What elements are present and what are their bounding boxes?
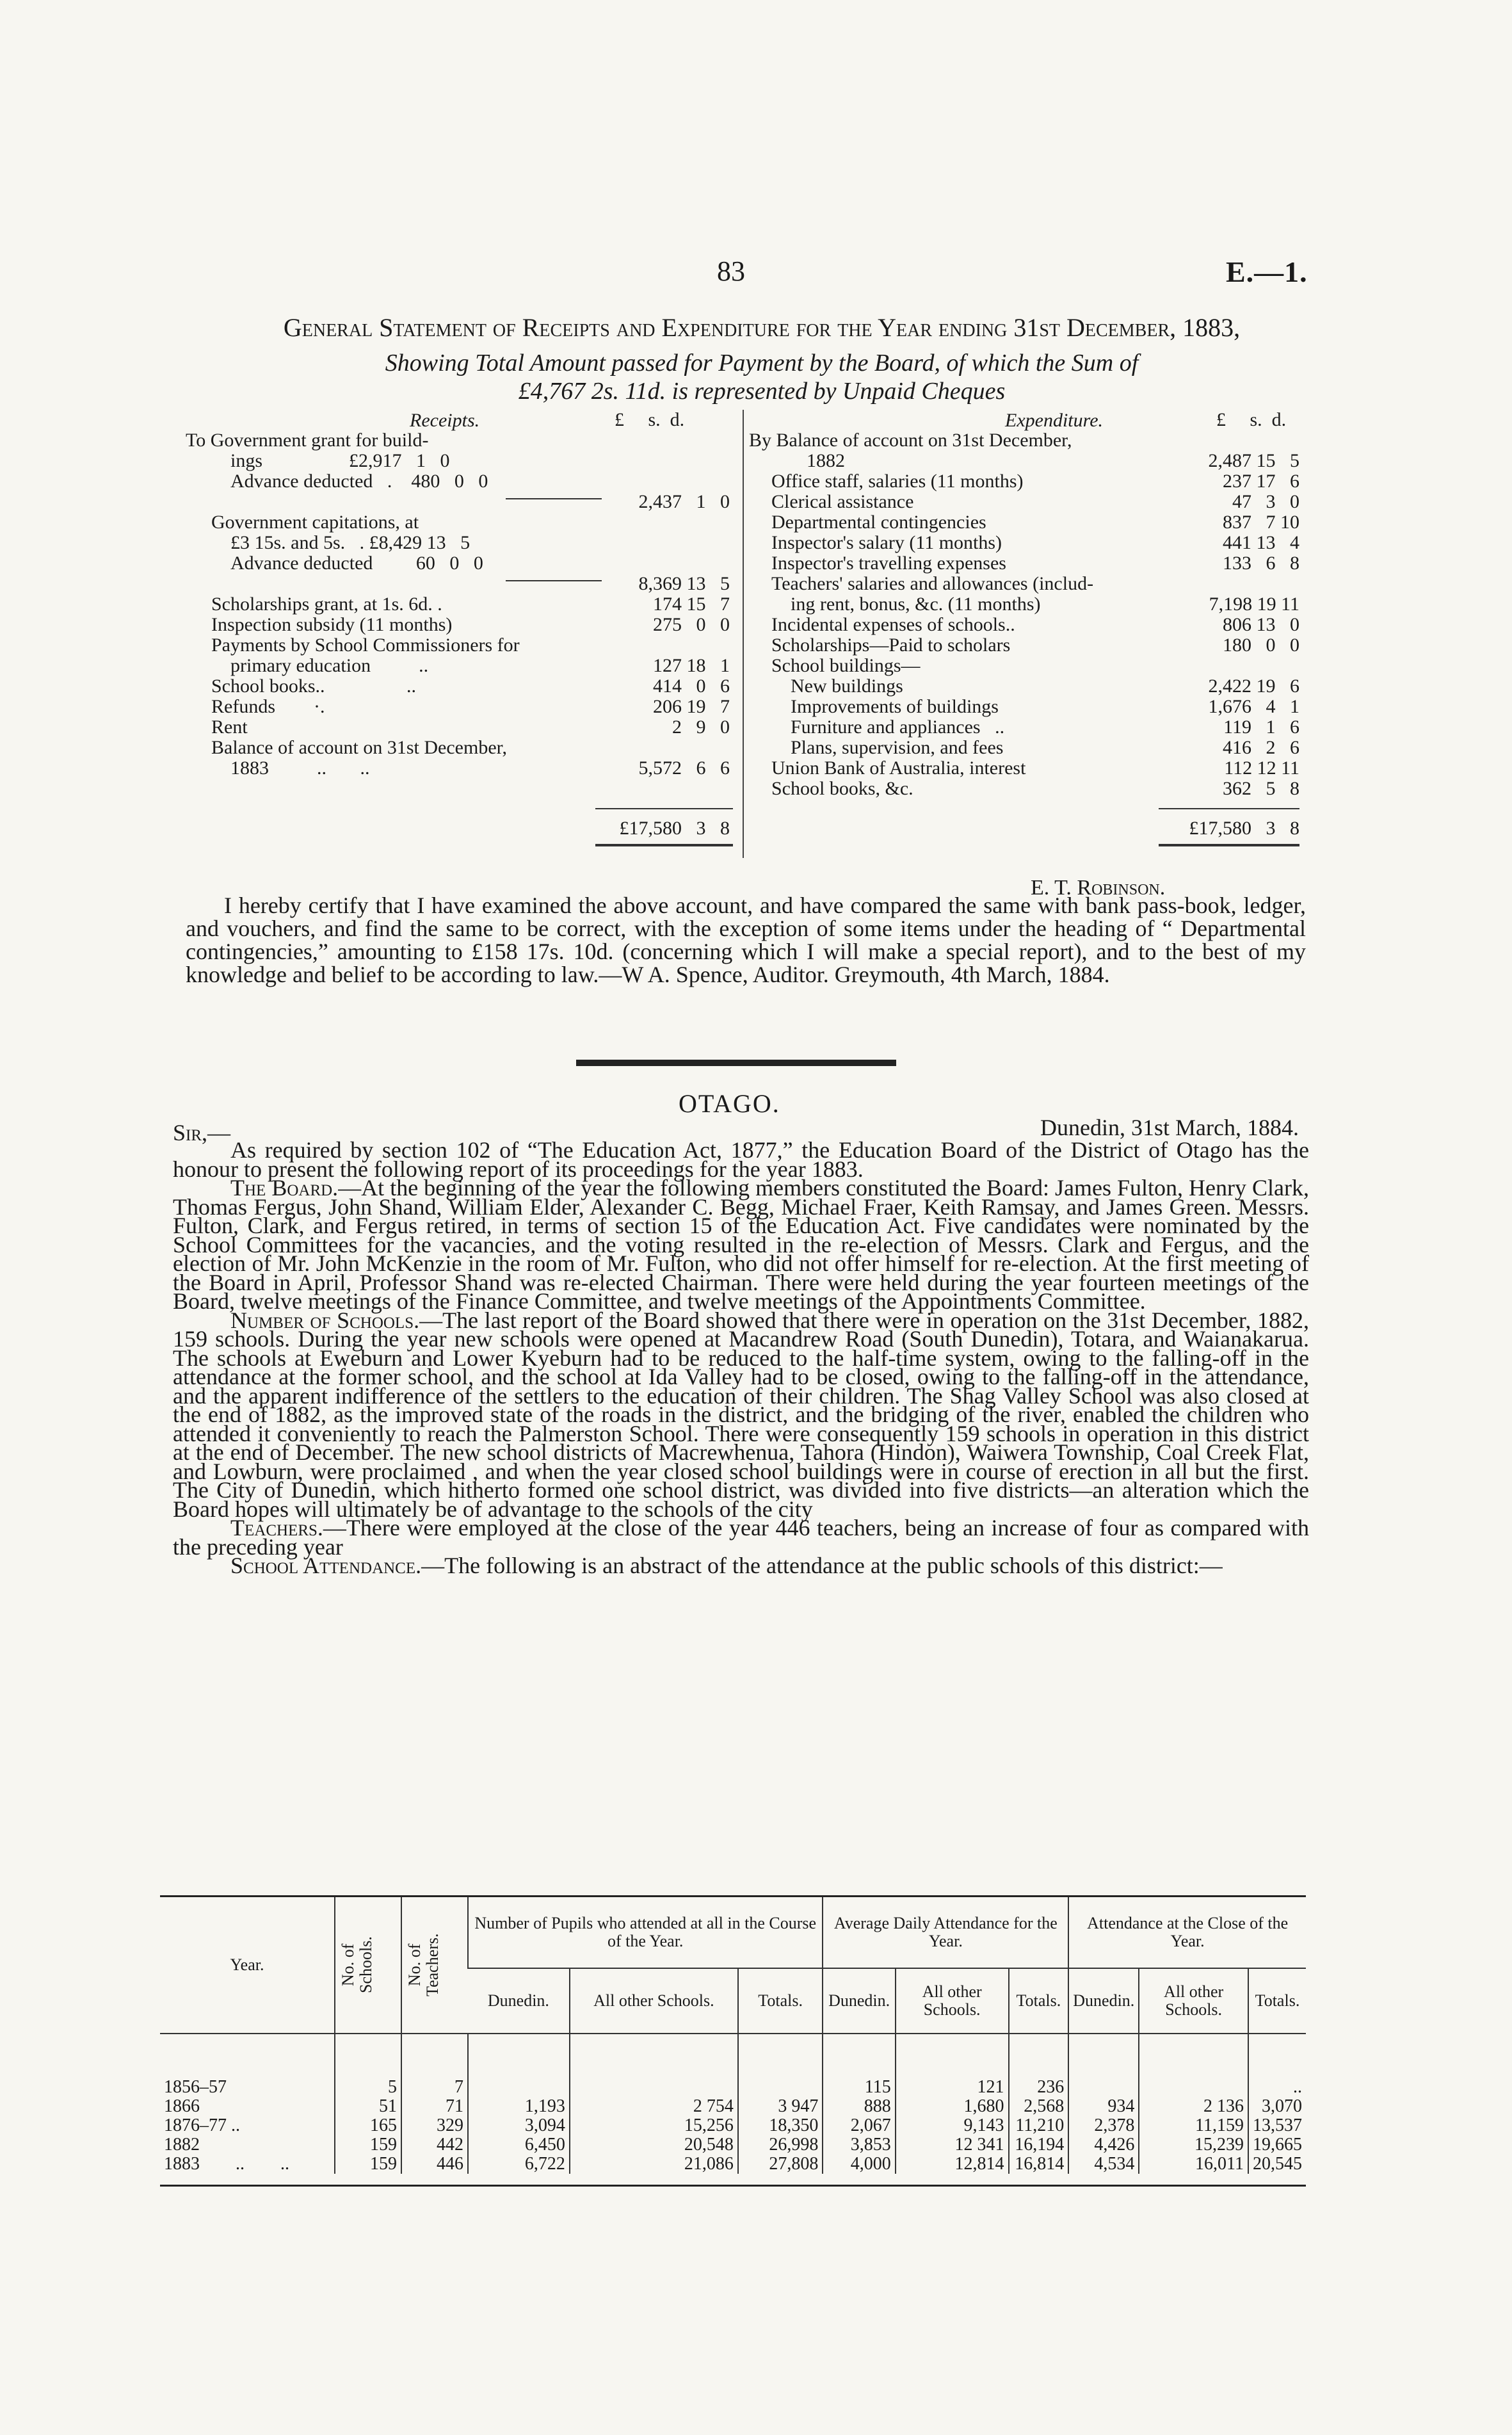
table-spacer-row <box>160 2034 1306 2078</box>
table-cell: 1882 <box>164 2135 200 2155</box>
table-cell: 4,534 <box>1068 2155 1139 2174</box>
expenditure-line: Inspector's salary (11 months) <box>771 532 1002 553</box>
table-cell <box>738 2078 823 2097</box>
other-header: All other Schools. <box>896 1968 1009 2034</box>
year-header: Year. <box>230 1955 264 1974</box>
table-cell <box>570 2078 738 2097</box>
salutation: Sir,— <box>173 1120 231 1145</box>
expenditure-line: Union Bank of Australia, interest <box>771 757 1026 779</box>
expenditure-line: Improvements of buildings <box>791 696 999 717</box>
table-cell: 2 136 <box>1139 2097 1248 2116</box>
subtitle-line-1: Showing Total Amount passed for Payment by the Board, of which the Sum of <box>385 350 1139 376</box>
schools-heading: Number of Schools. <box>230 1307 420 1333</box>
attendance-table <box>160 1895 1306 2174</box>
totals-header: Totals. <box>1009 1968 1069 2034</box>
receipt-line: Advance deducted 60 0 0 <box>230 553 483 574</box>
section-title: OTAGO. <box>679 1089 780 1118</box>
table-row <box>160 2097 1306 2116</box>
schools-header-label: No. of Schools. <box>339 1936 375 1994</box>
receipt-amount: 206 19 7 <box>653 696 730 717</box>
expenditure-line: Incidental expenses of schools.. <box>771 614 1015 635</box>
receipt-line: ings £2,917 1 0 <box>230 450 450 471</box>
table-cell <box>1068 2078 1139 2097</box>
certificate-text: I hereby certify that I have examined the above account, and have compared the same with bank pass-book, ledger, and vouchers, and find the same to be correct, with the exception of some items under the heading of “ Departmental contingencies,” amounting to £158 17s. 10d. (concerning which I will make a special report), and to the best of my knowledge and belief to be according to law.—W A. Spence, Auditor. Greymouth, 4th March, 1884. <box>186 893 1306 987</box>
schools-text: —The last report of the Board showed that there were in operation on the 31st December, 1882, 159 schools. During the year new schools were opened at Macandrew Road (South Dunedin), Totara, and Waianakarua. The schools at Eweburn and Lower Kyeburn had to be reduced to the half-time system, owing to the falling-off in the attendance at the former school, and the school at Ida Valley had to be closed, owing to the falling-off in the attendance, and the apparent indifference of the settlers to the education of their children. The Shag Valley School was also closed at the end of 1882, as the improved state of the roads in the district, and the bridging of the river, enabled the children who attended it conveniently to reach the Palmerston School. There were consequently 159 schools in operation in this district at the end of December. The new school districts of Macrewhenua, Tahora (Hindon), Waiwera Township, Coal Creek Flat, and Lowburn, were proclaimed , and when the year closed school buildings were in course of erection in all but the first. The City of Dunedin, which hitherto formed one school district, was divided into five districts—an alteration which the Board hopes will ultimately be of advantage to the schools of the city <box>173 1307 1309 1522</box>
report-body <box>173 1137 1309 1578</box>
close-group-header: Attendance at the Close of the Year. <box>1068 1897 1306 1969</box>
intro-paragraph: As required by section 102 of “The Education Act, 1877,” the Education Board of the District of Otago has the honour to present the following report of its proceedings for the year 1883. <box>173 1137 1309 1182</box>
expenditure-amounts <box>1159 430 1299 814</box>
expenditure-amount: 837 7 10 <box>1223 512 1299 533</box>
average-group-header: Average Daily Attendance for the Year. <box>823 1897 1068 1969</box>
table-cell: 159 <box>335 2155 401 2174</box>
expenditure-amount: 47 3 0 <box>1232 491 1299 512</box>
expenditure-line: Inspector's travelling expenses <box>771 553 1006 574</box>
table-cell: 2,378 <box>1068 2116 1139 2135</box>
receipt-amount: 414 0 6 <box>653 675 730 697</box>
receipt-amount: 8,369 13 5 <box>638 573 730 594</box>
receipt-line: primary education .. <box>230 655 429 676</box>
table-cell: .. <box>1248 2078 1306 2097</box>
table-cell: 20,548 <box>570 2135 738 2155</box>
table-bottom-rule <box>160 2185 1306 2187</box>
table-row <box>160 2155 1306 2174</box>
expenditure-amount: 2,422 19 6 <box>1208 675 1299 697</box>
statement-subtitle <box>186 349 1338 405</box>
receipt-amount: 2,437 1 0 <box>638 491 730 512</box>
receipt-line: 1883 .. .. <box>230 757 370 779</box>
table-cell: 1866 <box>164 2096 200 2116</box>
table-cell: 329 <box>401 2116 468 2135</box>
expenditure-amount: 180 0 0 <box>1223 635 1299 656</box>
receipt-amount: 2 9 0 <box>672 716 730 738</box>
page-number: 83 <box>717 255 745 287</box>
receipt-line: Scholarships grant, at 1s. 6d. . <box>211 594 442 615</box>
table-cell: 121 <box>896 2078 1009 2097</box>
subtitle-line-2: £4,767 2s. 11d. is represented by Unpaid Cheques <box>518 378 1006 405</box>
dunedin-header: Dunedin. <box>823 1968 895 2034</box>
table-cell: 11,210 <box>1009 2116 1069 2135</box>
expenditure-line: Scholarships—Paid to scholars <box>771 635 1011 656</box>
table-cell: 51 <box>335 2097 401 2116</box>
expenditure-amount: 112 12 11 <box>1224 757 1299 779</box>
expenditure-total: £17,580 3 8 <box>1189 818 1299 839</box>
receipts-label: Receipts. <box>410 410 480 431</box>
table-row <box>160 2135 1306 2155</box>
expenditure-line: School buildings— <box>771 655 921 676</box>
table-cell: 16,194 <box>1009 2135 1069 2155</box>
table-cell: 21,086 <box>570 2155 738 2174</box>
table-cell: 3,853 <box>823 2135 895 2155</box>
table-cell: 2 754 <box>570 2097 738 2116</box>
expenditure-line: 1882 <box>807 450 845 471</box>
table-cell: 4,426 <box>1068 2135 1139 2155</box>
total-double-rule <box>1159 844 1299 846</box>
receipt-amount: 174 15 7 <box>653 594 730 615</box>
teachers-header <box>401 1897 468 2034</box>
dunedin-header: Dunedin. <box>1068 1968 1139 2034</box>
pupils-group-header: Number of Pupils who attended at all in the Course of the Year. <box>468 1897 823 1969</box>
other-header: All other Schools. <box>570 1968 738 2034</box>
table-cell: 6,450 <box>468 2135 570 2155</box>
expenditure-line: Clerical assistance <box>771 491 914 512</box>
expenditure-amount: 133 6 8 <box>1223 553 1299 574</box>
receipt-line: Refunds ·. <box>211 696 325 717</box>
receipt-line: Inspection subsidy (11 months) <box>211 614 453 635</box>
expenditure-line: Furniture and appliances .. <box>791 716 1005 738</box>
expenditure-lines <box>749 430 1210 814</box>
table-cell: 3,094 <box>468 2116 570 2135</box>
receipt-line: £3 15s. and 5s. . £8,429 13 5 <box>230 532 470 553</box>
schools-paragraph <box>173 1307 1309 1522</box>
table-cell: 12 341 <box>896 2135 1009 2155</box>
board-paragraph <box>173 1175 1309 1314</box>
table-body <box>160 2034 1306 2174</box>
column-divider <box>743 410 744 858</box>
table-cell: 16,011 <box>1139 2155 1248 2174</box>
table-cell: 3,070 <box>1248 2097 1306 2116</box>
table-cell: 2,568 <box>1009 2097 1069 2116</box>
table-cell: 934 <box>1068 2097 1139 2116</box>
totals-header: Totals. <box>1248 1968 1306 2034</box>
receipt-amount: 127 18 1 <box>653 655 730 676</box>
table-cell: 18,350 <box>738 2116 823 2135</box>
table-cell <box>1139 2078 1248 2097</box>
dunedin-header: Dunedin. <box>468 1968 570 2034</box>
expenditure-line: Plans, supervision, and fees <box>791 737 1004 758</box>
table-cell: 20,545 <box>1248 2155 1306 2174</box>
section-divider <box>576 1060 896 1066</box>
table-cell: 4,000 <box>823 2155 895 2174</box>
expenditure-amount: 362 5 8 <box>1223 778 1299 799</box>
receipt-line: Advance deducted . 480 0 0 <box>230 471 488 492</box>
table-cell: 27,808 <box>738 2155 823 2174</box>
teachers-text: —There were employed at the close of the year 446 teachers, being an increase of four as compared with the preceding year <box>173 1515 1309 1560</box>
teachers-header-label: No. of Teachers. <box>405 1933 442 1997</box>
expenditure-currency-header: £ s. d. <box>1216 409 1287 430</box>
totals-header: Totals. <box>738 1968 823 2034</box>
table-cell: 236 <box>1009 2078 1069 2097</box>
table-cell: 15,256 <box>570 2116 738 2135</box>
receipt-amount: 275 0 0 <box>653 614 730 635</box>
receipt-line: Rent <box>211 716 248 738</box>
table-cell: 3 947 <box>738 2097 823 2116</box>
receipt-line: Balance of account on 31st December, <box>211 737 507 758</box>
attendance-text: —The following is an abstract of the attendance at the public schools of this district:— <box>421 1553 1223 1578</box>
signature: E. T. Robinson. <box>1031 876 1166 900</box>
table-cell <box>468 2078 570 2097</box>
schools-header <box>335 1897 401 2034</box>
board-text: —At the beginning of the year the following members constituted the Board: James Fulton, Henry Clark, Thomas Fergus, John Shand, William Elder, Alexander C. Begg, Michael Fraer, Keith Ramsay, and James Green. Messrs. Fulton, Clark, and Fergus retired, in terms of section 15 of the Education Act. Five candidates were nominated by the School Committees for the vacancies, and the voting resulted in the re-election of Messrs. Clark and Fergus, and the election of Mr. John McKenzie in the room of Mr. Fulton, who did not offer himself for re-election. At the first meeting of the Board in April, Professor Shand was re-elected Chairman. There were held during the year fourteen meetings of the Board, twelve meetings of the Finance Committee, and twelve meetings of the Appointments Committee. <box>173 1175 1309 1314</box>
receipts-lines <box>186 430 621 840</box>
expenditure-line: Teachers' salaries and allowances (includ- <box>771 573 1094 594</box>
expenditure-amount: 7,198 19 11 <box>1209 594 1299 615</box>
expenditure-amount: 416 2 6 <box>1223 737 1299 758</box>
expenditure-line: ing rent, bonus, &c. (11 months) <box>791 594 1041 615</box>
table-cell: 5 <box>335 2078 401 2097</box>
table-row <box>160 2116 1306 2135</box>
table-cell: 165 <box>335 2116 401 2135</box>
table-cell: 888 <box>823 2097 895 2116</box>
expenditure-amount: 237 17 6 <box>1223 471 1299 492</box>
total-rule <box>595 808 733 809</box>
teachers-heading: Teachers. <box>230 1515 323 1541</box>
dateline: Dunedin, 31st March, 1884. <box>1040 1115 1299 1140</box>
table-cell: 15,239 <box>1139 2135 1248 2155</box>
total-rule <box>1159 808 1299 809</box>
table-cell: 446 <box>401 2155 468 2174</box>
expenditure-amount: 806 13 0 <box>1223 614 1299 635</box>
expenditure-amount: 1,676 4 1 <box>1208 696 1299 717</box>
total-double-rule <box>595 844 733 846</box>
table-cell: 71 <box>401 2097 468 2116</box>
table-cell: 1,680 <box>896 2097 1009 2116</box>
expenditure-line: Office staff, salaries (11 months) <box>771 471 1024 492</box>
table-cell: 19,665 <box>1248 2135 1306 2155</box>
receipt-line: Government capitations, at <box>211 512 419 533</box>
receipt-line: Payments by School Commissioners for <box>211 635 520 656</box>
table-cell: 11,159 <box>1139 2116 1248 2135</box>
expenditure-amount: 119 1 6 <box>1223 716 1299 738</box>
table-cell: 159 <box>335 2135 401 2155</box>
board-heading: The Board. <box>230 1175 339 1201</box>
expenditure-line: By Balance of account on 31st December, <box>749 430 1072 451</box>
table-cell: 16,814 <box>1009 2155 1069 2174</box>
statement-title: General Statement of Receipts and Expenditure for the Year ending 31st December, 1883, <box>283 313 1241 342</box>
expenditure-label: Expenditure. <box>1005 410 1104 431</box>
receipts-currency-header: £ s. d. <box>615 409 685 430</box>
table-cell: 1856–57 <box>164 2077 227 2097</box>
table-cell: 442 <box>401 2135 468 2155</box>
table-cell: 7 <box>401 2078 468 2097</box>
receipt-amount: 5,572 6 6 <box>638 757 730 779</box>
table-cell: 1883 .. .. <box>164 2154 289 2174</box>
table-cell: 13,537 <box>1248 2116 1306 2135</box>
receipts-amounts <box>576 430 730 840</box>
document-code: E.—1. <box>1226 255 1308 288</box>
receipt-line: School books.. .. <box>211 675 417 697</box>
expenditure-line: Departmental contingencies <box>771 512 986 533</box>
expenditure-amount: 2,487 15 5 <box>1208 450 1299 471</box>
table-row <box>160 2078 1306 2097</box>
expenditure-line: School books, &c. <box>771 778 913 799</box>
other-header: All other Schools. <box>1139 1968 1248 2034</box>
table-cell: 12,814 <box>896 2155 1009 2174</box>
table-cell: 1876–77 .. <box>164 2115 240 2135</box>
table-cell: 1,193 <box>468 2097 570 2116</box>
auditor-certificate <box>186 894 1306 986</box>
attendance-paragraph <box>173 1553 1309 1578</box>
table-cell: 115 <box>823 2078 895 2097</box>
table-cell: 2,067 <box>823 2116 895 2135</box>
expenditure-amount: 441 13 4 <box>1223 532 1299 553</box>
attendance-heading: School Attendance. <box>230 1553 422 1578</box>
table-cell: 26,998 <box>738 2135 823 2155</box>
table-cell: 9,143 <box>896 2116 1009 2135</box>
expenditure-line: New buildings <box>791 675 903 697</box>
table-cell: 6,722 <box>468 2155 570 2174</box>
receipts-total: £17,580 3 8 <box>619 818 730 839</box>
teachers-paragraph <box>173 1515 1309 1560</box>
table-header-row <box>160 1897 1306 1969</box>
receipt-line: To Government grant for build- <box>186 430 429 451</box>
